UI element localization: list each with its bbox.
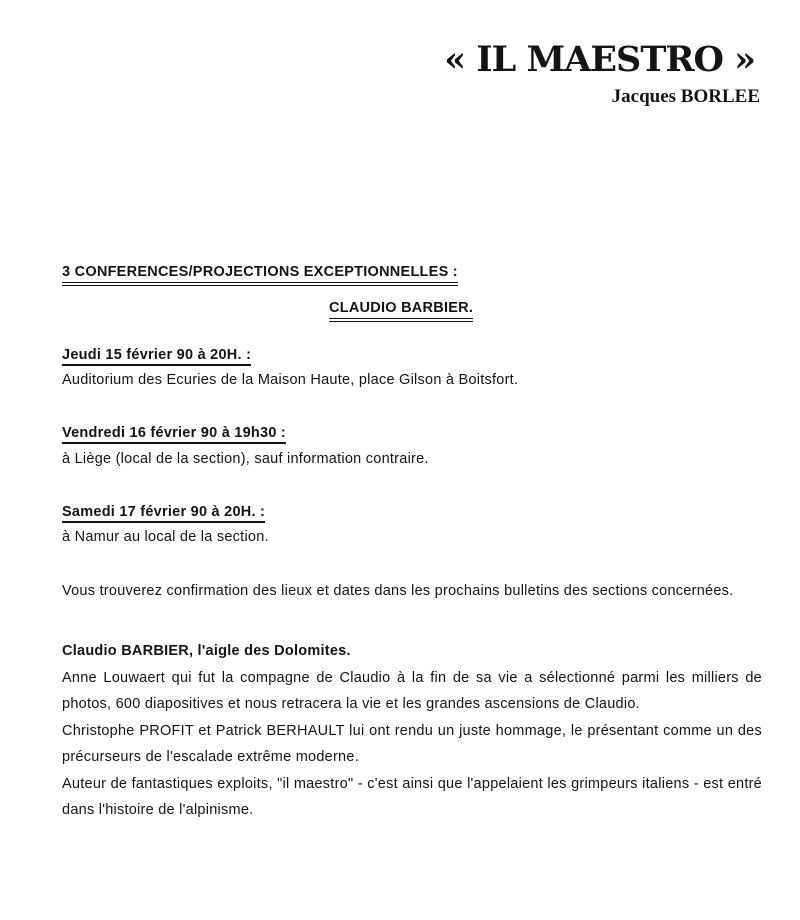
article-paragraph-2: Christophe PROFIT et Patrick BERHAULT lui ont rendu un juste hommage, le présentant comme un des précurseurs de l'escalade extrême moderne. — [62, 722, 762, 765]
event-2-place: à Liège (local de la section), sauf information contraire. — [62, 451, 429, 467]
event-2-date-text: Vendredi 16 février 90 à 19h30 : — [62, 425, 286, 444]
event-1-date — [62, 345, 251, 365]
page-title: « IL MAESTRO » — [444, 39, 755, 80]
subject-heading — [329, 298, 473, 318]
event-1-date-text: Jeudi 15 février 90 à 20H. : — [62, 347, 251, 366]
subject-heading-text: CLAUDIO BARBIER. — [329, 300, 473, 322]
article-subtitle: Claudio BARBIER, l'aigle des Dolomites. — [62, 643, 351, 659]
confirmation-text: Vous trouverez confirmation des lieux et dates dans les prochains bulletins des sections concernées. — [62, 583, 734, 599]
conference-heading-text: 3 CONFERENCES/PROJECTIONS EXCEPTIONNELLES : — [62, 264, 458, 286]
article-paragraph-3: Auteur de fantastiques exploits, "il maestro" - c'est ainsi que l'appelaient les grimpeurs italiens - est entré dans l'histoire de l'alpinisme. — [62, 775, 762, 818]
event-3-date — [62, 502, 265, 522]
author-name: Jacques BORLEE — [611, 86, 760, 107]
event-3-date-text: Samedi 17 février 90 à 20H. : — [62, 504, 265, 523]
event-2-date — [62, 423, 286, 443]
conference-heading — [62, 262, 458, 282]
confirmation-note — [62, 578, 762, 605]
article-body — [62, 638, 762, 824]
event-3-place: à Namur au local de la section. — [62, 529, 269, 545]
article-paragraph-1: Anne Louwaert qui fut la compagne de Claudio à la fin de sa vie a sélectionné parmi les milliers de photos, 600 diapositives et nous retracera la vie et les grandes ascensions de Claudio. — [62, 669, 762, 712]
event-1-place: Auditorium des Ecuries de la Maison Haute, place Gilson à Boitsfort. — [62, 372, 519, 388]
